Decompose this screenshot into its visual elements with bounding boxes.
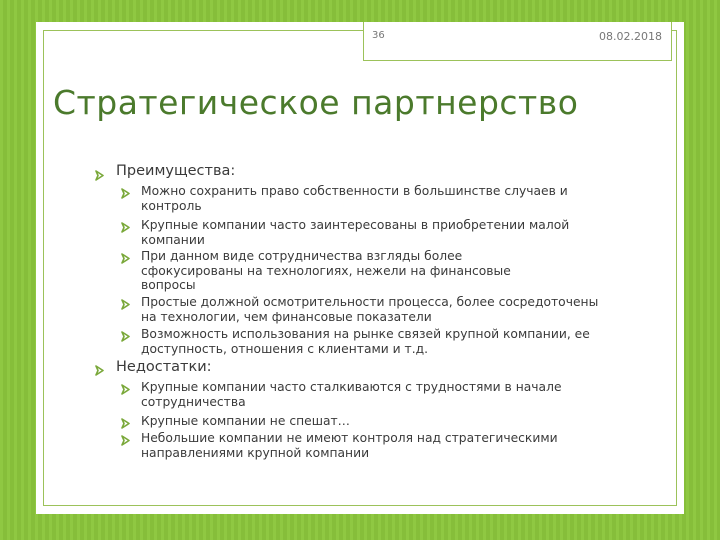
pointer-bullet-icon bbox=[95, 170, 104, 181]
advantage-item: Простые должной осмотрительности процесса, более сосредоточены на технологии, чем финансовые показатели bbox=[141, 295, 599, 324]
advantage-item: Можно сохранить право собственности в большинстве случаев и контроль bbox=[141, 184, 568, 213]
disadvantage-item: Небольшие компании не имеют контроля над стратегическими направлениями крупной компании bbox=[141, 431, 558, 460]
disadvantage-item: Крупные компании не спешат… bbox=[141, 414, 350, 428]
advantage-item: Крупные компании часто заинтересованы в приобретении малой компании bbox=[141, 218, 570, 247]
slide-title: Стратегическое партнерство bbox=[53, 83, 579, 122]
slide-date: 08.02.2018 bbox=[599, 30, 662, 43]
section-heading-disadvantages: Недостатки: bbox=[116, 359, 212, 375]
pointer-bullet-icon bbox=[121, 253, 130, 264]
pointer-bullet-icon bbox=[121, 299, 130, 310]
pointer-bullet-icon bbox=[121, 435, 130, 446]
section-heading-advantages: Преимущества: bbox=[116, 163, 236, 179]
pointer-bullet-icon bbox=[121, 222, 130, 233]
pointer-bullet-icon bbox=[95, 365, 104, 376]
pointer-bullet-icon bbox=[121, 331, 130, 342]
pointer-bullet-icon bbox=[121, 418, 130, 429]
advantage-item: При данном виде сотрудничества взгляды более сфокусированы на технологиях, нежели на финансовые вопросы bbox=[141, 249, 511, 292]
slide-number: 36 bbox=[372, 30, 385, 41]
disadvantage-item: Крупные компании часто сталкиваются с трудностями в начале сотрудничества bbox=[141, 380, 562, 409]
pointer-bullet-icon bbox=[121, 384, 130, 395]
advantage-item: Возможность использования на рынке связей крупной компании, ее доступность, отношения с клиентами и т.д. bbox=[141, 327, 590, 356]
pointer-bullet-icon bbox=[121, 188, 130, 199]
